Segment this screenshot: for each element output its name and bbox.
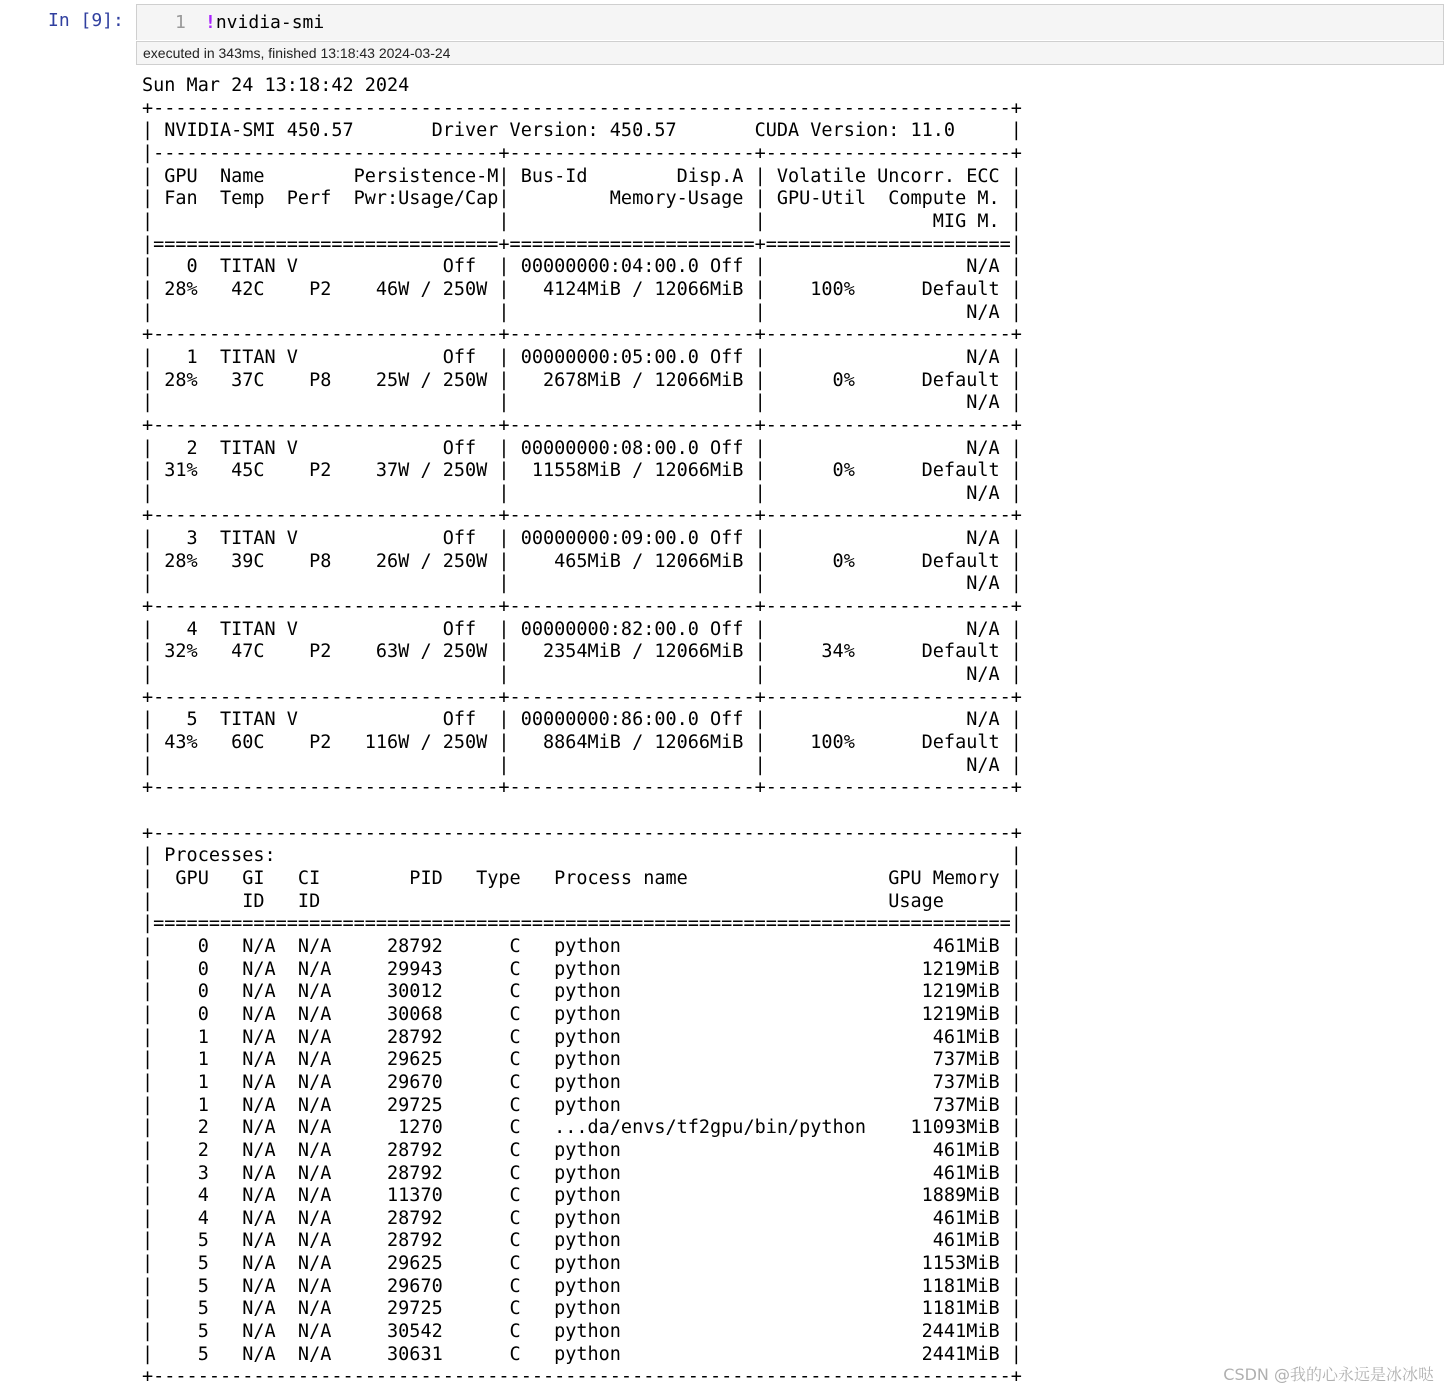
code-line[interactable] (205, 12, 324, 33)
execution-info: executed in 343ms, finished 13:18:43 2024-03-24 (136, 41, 1444, 65)
code-command: nvidia-smi (215, 12, 325, 33)
shell-bang: ! (205, 12, 216, 33)
cell-prompt: In [9]: (48, 10, 124, 31)
line-number: 1 (175, 12, 186, 33)
cell-output: Sun Mar 24 13:18:42 2024 +-----------------------------------------------------------------------------+ | NVIDIA-SMI 450.57 Driver Version: 450.57 CUDA Version: 11.0 | |-------------------------------+----------------------+----------------------+ | GPU Name Persistence-M| Bus-Id Disp.A | Volatile Uncorr. ECC | | Fan Temp Perf Pwr:Usage/Cap| Memory-Usage | GPU-Util Compute M. | | | | MIG M. | |===============================+======================+======================| | 0 TITAN V Off | 00000000:04:00.0 Off | N/A | | 28% 42C P2 46W / 250W | 4124MiB / 12066MiB | 100% Default | | | | N/A | +-------------------------------+----------------------+----------------------+ | 1 TITAN V Off | 00000000:05:00.0 Off | N/A | | 28% 37C P8 25W / 250W | 2678MiB / 12066MiB | 0% Default | | | | N/A | +-------------------------------+----------------------+----------------------+ | 2 TITAN V Off | 00000000:08:00.0 Off | N/A | | 31% 45C P2 37W / 250W | 11558MiB / 12066MiB | 0% Default | | | | N/A | +-------------------------------+----------------------+----------------------+ | 3 TITAN V Off | 00000000:09:00.0 Off | N/A | | 28% 39C P8 26W / 250W | 465MiB / 12066MiB | 0% Default | | | | N/A | +-------------------------------+----------------------+----------------------+ | 4 TITAN V Off | 00000000:82:00.0 Off | N/A | | 32% 47C P2 63W / 250W | 2354MiB / 12066MiB | 34% Default | | | | N/A | +-------------------------------+----------------------+----------------------+ | 5 TITAN V Off | 00000000:86:00.0 Off | N/A | | 43% 60C P2 116W / 250W | 8864MiB / 12066MiB | 100% Default | | | | N/A | +-------------------------------+----------------------+----------------------+ +-----------------------------------------------------------------------------+ | Processes: | | GPU GI CI PID Type Process name GPU Memory | | ID ID Usage | |=============================================================================| | 0 N/A N/A 28792 C python 461MiB | | 0 N/A N/A 29943 C python 1219MiB | | 0 N/A N/A 30012 C python 1219MiB | | 0 N/A N/A 30068 C python 1219MiB | | 1 N/A N/A 28792 C python 461MiB | | 1 N/A N/A 29625 C python 737MiB | | 1 N/A N/A 29670 C python 737MiB | | 1 N/A N/A 29725 C python 737MiB | | 2 N/A N/A 1270 C ...da/envs/tf2gpu/bin/python 11093MiB | | 2 N/A N/A 28792 C python 461MiB | | 3 N/A N/A 28792 C python 461MiB | | 4 N/A N/A 11370 C python 1889MiB | | 4 N/A N/A 28792 C python 461MiB | | 5 N/A N/A 28792 C python 461MiB | | 5 N/A N/A 29625 C python 1153MiB | | 5 N/A N/A 29670 C python 1181MiB | | 5 N/A N/A 29725 C python 1181MiB | | 5 N/A N/A 30542 C python 2441MiB | | 5 N/A N/A 30631 C python 2441MiB | +-----------------------------------------------------------------------------+ (142, 75, 1022, 1388)
code-input-cell[interactable] (136, 4, 1444, 40)
watermark: CSDN @我的心永远是冰冰哒 (1223, 1365, 1434, 1384)
